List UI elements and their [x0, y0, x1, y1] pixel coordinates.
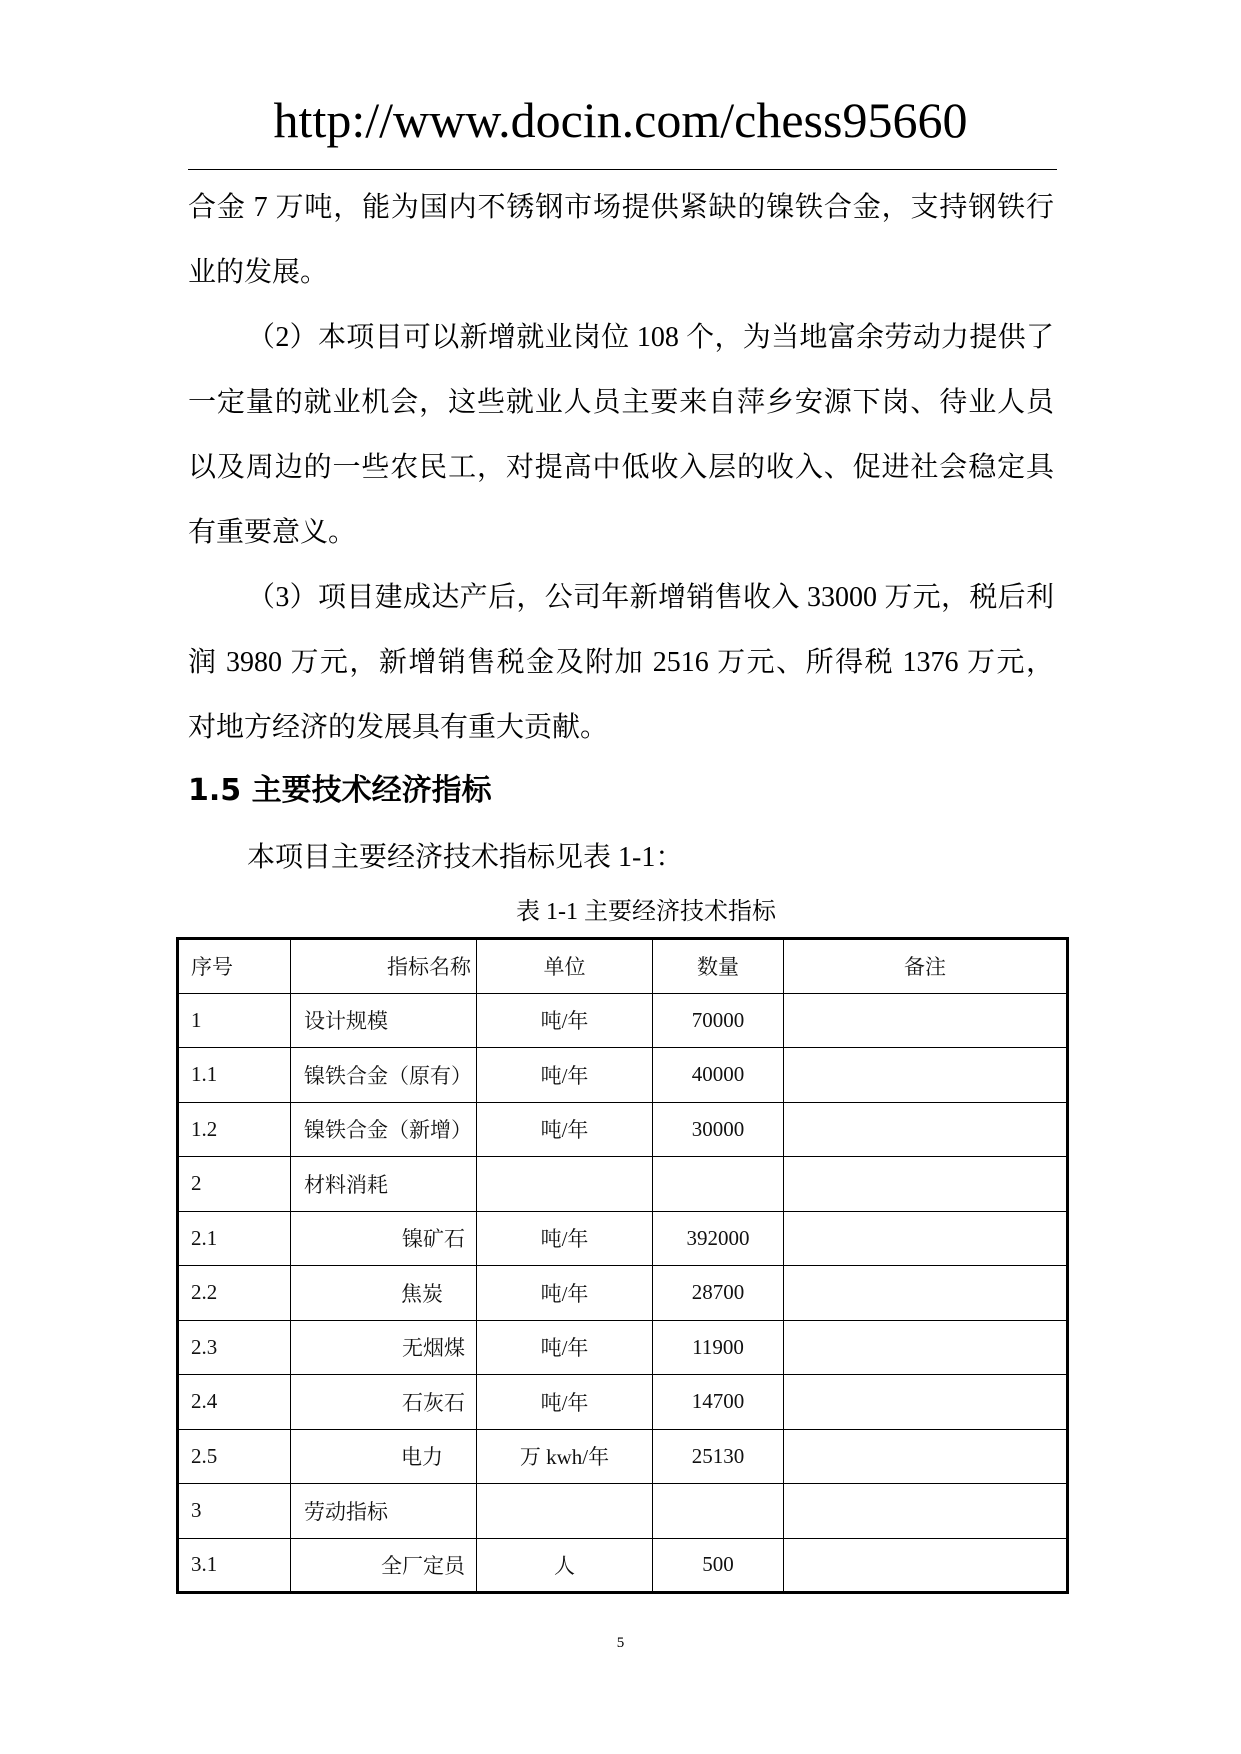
- cell-quantity: 30000: [653, 1102, 784, 1157]
- cell-note: [784, 1266, 1068, 1321]
- cell-name: 全厂定员: [291, 1538, 477, 1593]
- table-header-row: [178, 939, 1068, 994]
- cell-note: [784, 1211, 1068, 1266]
- cell-name: 石灰石: [291, 1375, 477, 1430]
- cell-name: 镍铁合金（原有）: [291, 1048, 477, 1103]
- table-row: [178, 1211, 1068, 1266]
- cell-no: 2.3: [178, 1320, 291, 1375]
- cell-unit: 万 kwh/年: [477, 1429, 653, 1484]
- cell-unit: 吨/年: [477, 1211, 653, 1266]
- text-line: （2）本项目可以新增就业岗位 108 个，为当地富余劳动力提供了: [247, 322, 1054, 353]
- table-row: [178, 1320, 1068, 1375]
- cell-quantity: [653, 1157, 784, 1212]
- cell-name: 劳动指标: [291, 1484, 477, 1539]
- text-line: 对地方经济的发展具有重大贡献。: [188, 712, 609, 743]
- cell-quantity: [653, 1484, 784, 1539]
- cell-name: 镍铁合金（新增）: [291, 1102, 477, 1157]
- cell-no: 2.2: [178, 1266, 291, 1321]
- cell-name: 材料消耗: [291, 1157, 477, 1212]
- cell-note: [784, 993, 1068, 1048]
- text-line: 以及周边的一些农民工，对提高中低收入层的收入、促进社会稳定具: [188, 452, 1054, 483]
- cell-quantity: 500: [653, 1538, 784, 1593]
- cell-note: [784, 1320, 1068, 1375]
- table-row: [178, 1102, 1068, 1157]
- table-row: [178, 1048, 1068, 1103]
- cell-note: [784, 1429, 1068, 1484]
- cell-unit: 吨/年: [477, 993, 653, 1048]
- cell-name: 设计规模: [291, 993, 477, 1048]
- cell-name: 焦炭: [291, 1266, 477, 1321]
- header-rule: [188, 169, 1057, 170]
- table-row: [178, 1429, 1068, 1484]
- text-line: 有重要意义。: [188, 517, 357, 548]
- text-line: 润 3980 万元，新增销售税金及附加 2516 万元、所得税 1376 万元，: [188, 647, 1054, 678]
- column-header-unit: 单位: [477, 939, 653, 994]
- table-caption: 表 1-1 主要经济技术指标: [516, 899, 776, 925]
- cell-note: [784, 1484, 1068, 1539]
- text-line: 业的发展。: [188, 257, 329, 288]
- cell-note: [784, 1102, 1068, 1157]
- cell-quantity: 392000: [653, 1211, 784, 1266]
- text-line: 合金 7 万吨，能为国内不锈钢市场提供紧缺的镍铁合金，支持钢铁行: [188, 192, 1054, 223]
- cell-no: 1.2: [178, 1102, 291, 1157]
- column-header-note: 备注: [784, 939, 1068, 994]
- cell-quantity: 14700: [653, 1375, 784, 1430]
- cell-no: 3: [178, 1484, 291, 1539]
- cell-no: 1: [178, 993, 291, 1048]
- cell-quantity: 25130: [653, 1429, 784, 1484]
- cell-no: 2.4: [178, 1375, 291, 1430]
- cell-unit: 吨/年: [477, 1320, 653, 1375]
- cell-quantity: 40000: [653, 1048, 784, 1103]
- column-header-name: 指标名称: [291, 939, 477, 994]
- paragraph-3: [188, 565, 1054, 760]
- cell-quantity: 28700: [653, 1266, 784, 1321]
- cell-quantity: 70000: [653, 993, 784, 1048]
- cell-no: 2.5: [178, 1429, 291, 1484]
- table-row: [178, 1538, 1068, 1593]
- cell-unit: 吨/年: [477, 1102, 653, 1157]
- cell-no: 3.1: [178, 1538, 291, 1593]
- cell-note: [784, 1048, 1068, 1103]
- cell-unit: 吨/年: [477, 1266, 653, 1321]
- table-row: [178, 1266, 1068, 1321]
- table-row: [178, 1484, 1068, 1539]
- column-header-no: 序号: [178, 939, 291, 994]
- cell-unit: 吨/年: [477, 1048, 653, 1103]
- cell-note: [784, 1375, 1068, 1430]
- cell-name: 镍矿石: [291, 1211, 477, 1266]
- table-row: [178, 993, 1068, 1048]
- cell-unit: [477, 1484, 653, 1539]
- cell-name: 电力: [291, 1429, 477, 1484]
- text-line: 一定量的就业机会，这些就业人员主要来自萍乡安源下岗、待业人员: [188, 387, 1054, 418]
- cell-unit: 吨/年: [477, 1375, 653, 1430]
- table-row: [178, 1375, 1068, 1430]
- paragraph-2: [188, 305, 1054, 565]
- body-text: [188, 175, 1054, 760]
- cell-no: 1.1: [178, 1048, 291, 1103]
- cell-note: [784, 1157, 1068, 1212]
- indicators-table: [176, 937, 1069, 1594]
- column-header-quantity: 数量: [653, 939, 784, 994]
- header-url: http://www.docin.com/chess95660: [273, 92, 968, 148]
- paragraph-1: [188, 175, 1054, 305]
- section-heading: 1.5 主要技术经济指标: [188, 773, 492, 808]
- cell-note: [784, 1538, 1068, 1593]
- cell-no: 2: [178, 1157, 291, 1212]
- table-row: [178, 1157, 1068, 1212]
- cell-name: 无烟煤: [291, 1320, 477, 1375]
- cell-unit: 人: [477, 1538, 653, 1593]
- cell-unit: [477, 1157, 653, 1212]
- cell-no: 2.1: [178, 1211, 291, 1266]
- cell-quantity: 11900: [653, 1320, 784, 1375]
- page-number: 5: [616, 1635, 625, 1651]
- text-line: （3）项目建成达产后，公司年新增销售收入 33000 万元，税后利: [247, 582, 1054, 613]
- section-intro: 本项目主要经济技术指标见表 1-1：: [247, 842, 684, 873]
